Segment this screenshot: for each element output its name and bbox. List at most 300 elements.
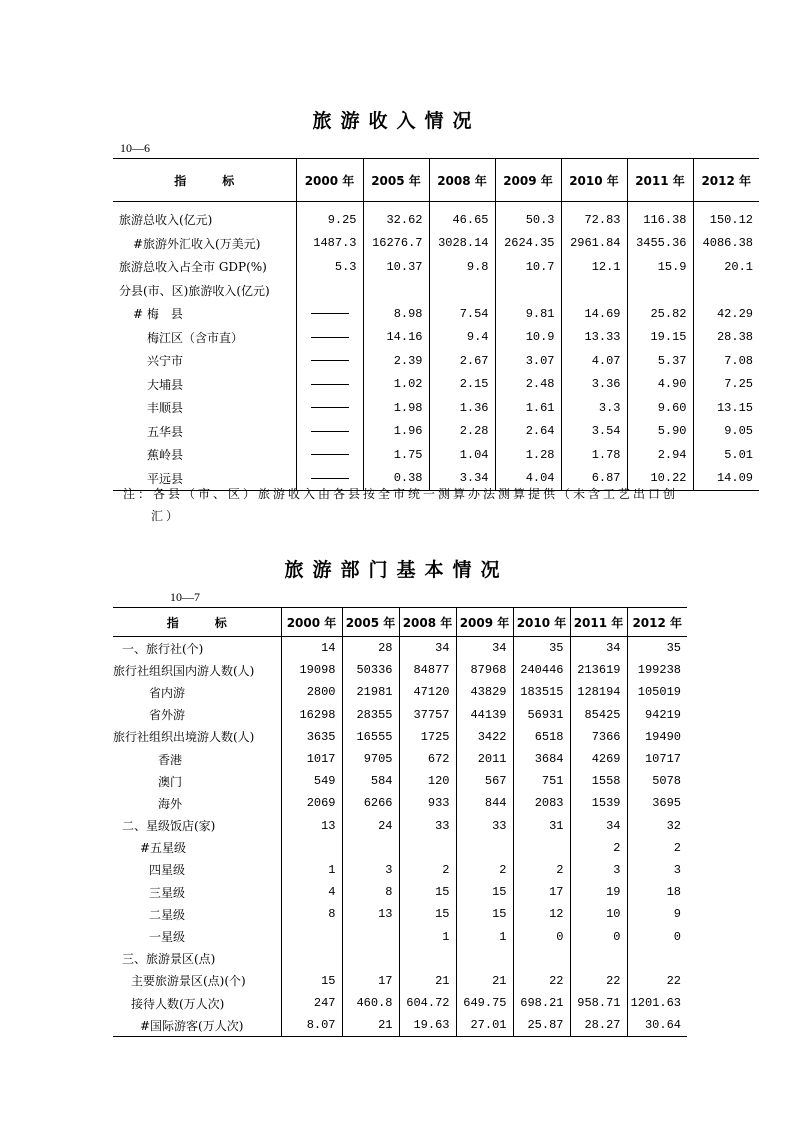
cell-value: 15 bbox=[399, 881, 456, 903]
row-label: 澳门 bbox=[158, 774, 183, 789]
no-data-dash bbox=[296, 326, 363, 350]
cell-value: 16276.7 bbox=[363, 232, 429, 256]
cell-value bbox=[342, 948, 399, 970]
cell-value: 20.1 bbox=[693, 255, 759, 279]
cell-value: 3.54 bbox=[561, 420, 627, 444]
cell-value: 13 bbox=[342, 903, 399, 925]
header-year: 2010 年 bbox=[513, 608, 570, 637]
cell-value: 1.28 bbox=[495, 443, 561, 467]
cell-value: 3 bbox=[570, 859, 627, 881]
cell-value: 4.04 bbox=[495, 467, 561, 491]
cell-value: 2624.35 bbox=[495, 232, 561, 256]
cell-value: 2.48 bbox=[495, 373, 561, 397]
table-row bbox=[113, 970, 687, 992]
cell-value: 8.07 bbox=[281, 1014, 342, 1037]
table1-code: 10—6 bbox=[120, 141, 150, 155]
cell-value: 7.25 bbox=[693, 373, 759, 397]
cell-value: 14.09 bbox=[693, 467, 759, 491]
cell-value: 8 bbox=[281, 903, 342, 925]
table-row bbox=[113, 349, 759, 373]
row-label: 旅游总收入(亿元) bbox=[119, 213, 213, 228]
cell-value bbox=[342, 837, 399, 859]
table-row bbox=[113, 373, 759, 397]
cell-value: 19490 bbox=[627, 726, 687, 748]
cell-value: 105019 bbox=[627, 681, 687, 703]
cell-value: 3 bbox=[342, 859, 399, 881]
row-label: 分县(市、区)旅游收入(亿元) bbox=[119, 283, 270, 298]
cell-value: 25.82 bbox=[627, 302, 693, 326]
cell-value: 33 bbox=[456, 815, 513, 837]
dash-line bbox=[311, 478, 349, 479]
cell-value bbox=[561, 279, 627, 303]
cell-value bbox=[570, 948, 627, 970]
cell-value: 5.01 bbox=[693, 443, 759, 467]
cell-value: 9.8 bbox=[429, 255, 495, 279]
cell-value: 10 bbox=[570, 903, 627, 925]
cell-value bbox=[627, 948, 687, 970]
cell-value: 1487.3 bbox=[296, 232, 363, 256]
no-data-dash bbox=[296, 349, 363, 373]
cell-value: 6518 bbox=[513, 726, 570, 748]
table2-title: 旅游部门基本情况 bbox=[284, 559, 509, 581]
cell-value bbox=[429, 279, 495, 303]
cell-value: 5.90 bbox=[627, 420, 693, 444]
cell-value: 15 bbox=[399, 903, 456, 925]
table-row bbox=[113, 202, 759, 232]
cell-value: 35 bbox=[513, 637, 570, 660]
cell-value: 2961.84 bbox=[561, 232, 627, 256]
cell-value: 35 bbox=[627, 637, 687, 660]
dash-line bbox=[311, 431, 349, 432]
cell-value: 2069 bbox=[281, 792, 342, 814]
row-label: 三、旅游景区(点) bbox=[122, 952, 216, 967]
cell-value: 2800 bbox=[281, 681, 342, 703]
cell-value: 18 bbox=[627, 881, 687, 903]
tourism-department-table bbox=[113, 607, 687, 1037]
cell-value bbox=[342, 925, 399, 947]
no-data-dash bbox=[296, 373, 363, 397]
cell-value: 933 bbox=[399, 792, 456, 814]
table-row bbox=[113, 726, 687, 748]
table-row bbox=[113, 326, 759, 350]
cell-value: 72.83 bbox=[561, 202, 627, 232]
row-label: 一星级 bbox=[149, 930, 186, 945]
cell-value: 2.64 bbox=[495, 420, 561, 444]
row-label: 二、星级饭店(家) bbox=[122, 819, 216, 834]
cell-value: 25.87 bbox=[513, 1014, 570, 1037]
cell-value: 28 bbox=[342, 637, 399, 660]
table-row bbox=[113, 396, 759, 420]
header-year: 2009 年 bbox=[456, 608, 513, 637]
cell-value bbox=[627, 279, 693, 303]
cell-value: 1.02 bbox=[363, 373, 429, 397]
cell-value: 14.16 bbox=[363, 326, 429, 350]
cell-value: 3635 bbox=[281, 726, 342, 748]
cell-value: 199238 bbox=[627, 659, 687, 681]
cell-value: 8.98 bbox=[363, 302, 429, 326]
cell-value: 28.27 bbox=[570, 1014, 627, 1037]
cell-value: 47120 bbox=[399, 681, 456, 703]
table-row bbox=[113, 992, 687, 1014]
cell-value: 3028.14 bbox=[429, 232, 495, 256]
cell-value: 247 bbox=[281, 992, 342, 1014]
table-row bbox=[113, 925, 687, 947]
cell-value: 12 bbox=[513, 903, 570, 925]
cell-value: 30.64 bbox=[627, 1014, 687, 1037]
cell-value: 567 bbox=[456, 770, 513, 792]
cell-value: 183515 bbox=[513, 681, 570, 703]
cell-value: 1 bbox=[281, 859, 342, 881]
cell-value: 672 bbox=[399, 748, 456, 770]
row-label: # 梅 县 bbox=[133, 307, 183, 322]
cell-value: 13 bbox=[281, 815, 342, 837]
cell-value: 22 bbox=[513, 970, 570, 992]
header-year: 2012 年 bbox=[693, 159, 759, 202]
cell-value: 4 bbox=[281, 881, 342, 903]
cell-value: 1 bbox=[456, 925, 513, 947]
cell-value: 128194 bbox=[570, 681, 627, 703]
cell-value: 33 bbox=[399, 815, 456, 837]
cell-value: 3455.36 bbox=[627, 232, 693, 256]
header-year: 2000 年 bbox=[296, 159, 363, 202]
header-year: 2010 年 bbox=[561, 159, 627, 202]
cell-value: 9.4 bbox=[429, 326, 495, 350]
cell-value: 2.39 bbox=[363, 349, 429, 373]
cell-value: 10717 bbox=[627, 748, 687, 770]
cell-value: 56931 bbox=[513, 704, 570, 726]
cell-value: 19 bbox=[570, 881, 627, 903]
cell-value: 8 bbox=[342, 881, 399, 903]
cell-value: 1.75 bbox=[363, 443, 429, 467]
dash-line bbox=[311, 384, 349, 385]
table-row bbox=[113, 659, 687, 681]
cell-value: 21 bbox=[456, 970, 513, 992]
cell-value: 13.33 bbox=[561, 326, 627, 350]
row-label: 旅行社组织出境游人数(人) bbox=[113, 730, 255, 745]
no-data-dash bbox=[296, 443, 363, 467]
cell-value: 5.37 bbox=[627, 349, 693, 373]
cell-value: 21 bbox=[342, 1014, 399, 1037]
table1-note-line1: 注：各县（市、区）旅游收入由各县按全市统一测算办法测算提供（未含工艺出口创 bbox=[123, 487, 679, 501]
row-label: 四星级 bbox=[149, 863, 186, 878]
no-data-dash bbox=[296, 302, 363, 326]
dash-line bbox=[311, 407, 349, 408]
cell-value: 5078 bbox=[627, 770, 687, 792]
cell-value: 85425 bbox=[570, 704, 627, 726]
cell-value: 94219 bbox=[627, 704, 687, 726]
cell-value: 3.07 bbox=[495, 349, 561, 373]
cell-value: 9.81 bbox=[495, 302, 561, 326]
cell-value bbox=[456, 948, 513, 970]
cell-value: 2.67 bbox=[429, 349, 495, 373]
cell-value bbox=[693, 279, 759, 303]
cell-value: 15.9 bbox=[627, 255, 693, 279]
dash-line bbox=[311, 454, 349, 455]
table-row bbox=[113, 420, 759, 444]
cell-value: 43829 bbox=[456, 681, 513, 703]
header-year: 2009 年 bbox=[495, 159, 561, 202]
cell-value: 15 bbox=[456, 881, 513, 903]
cell-value: 21 bbox=[399, 970, 456, 992]
cell-value: 15 bbox=[281, 970, 342, 992]
cell-value: 6.87 bbox=[561, 467, 627, 491]
row-label: #五星级 bbox=[140, 841, 187, 856]
cell-value: 2.28 bbox=[429, 420, 495, 444]
cell-value: 1725 bbox=[399, 726, 456, 748]
cell-value bbox=[281, 925, 342, 947]
row-label: 梅江区（含市直） bbox=[147, 330, 244, 345]
cell-value: 0 bbox=[513, 925, 570, 947]
table-row bbox=[113, 748, 687, 770]
table2-header-row bbox=[113, 608, 687, 637]
row-label: #国际游客(万人次) bbox=[140, 1018, 244, 1033]
cell-value: 844 bbox=[456, 792, 513, 814]
cell-value: 0 bbox=[627, 925, 687, 947]
table1-note-line2: 汇） bbox=[151, 509, 182, 523]
table-row bbox=[113, 881, 687, 903]
header-year: 2005 年 bbox=[342, 608, 399, 637]
cell-value: 50336 bbox=[342, 659, 399, 681]
cell-value: 5.3 bbox=[296, 255, 363, 279]
cell-value: 27.01 bbox=[456, 1014, 513, 1037]
row-label: #旅游外汇收入(万美元) bbox=[133, 236, 261, 251]
cell-value: 9.05 bbox=[693, 420, 759, 444]
table-row bbox=[113, 302, 759, 326]
cell-value: 460.8 bbox=[342, 992, 399, 1014]
table2-code: 10—7 bbox=[170, 590, 200, 604]
cell-value: 34 bbox=[456, 637, 513, 660]
cell-value: 1539 bbox=[570, 792, 627, 814]
table1-title: 旅游收入情况 bbox=[312, 110, 481, 132]
header-year: 2000 年 bbox=[281, 608, 342, 637]
cell-value: 17 bbox=[342, 970, 399, 992]
row-label: 丰顺县 bbox=[147, 401, 184, 416]
cell-value: 2.94 bbox=[627, 443, 693, 467]
cell-value: 7366 bbox=[570, 726, 627, 748]
cell-value: 4086.38 bbox=[693, 232, 759, 256]
cell-value: 50.3 bbox=[495, 202, 561, 232]
row-label: 大埔县 bbox=[147, 377, 184, 392]
table-row bbox=[113, 770, 687, 792]
header-year: 2005 年 bbox=[363, 159, 429, 202]
table-row bbox=[113, 1014, 687, 1037]
cell-value: 19.63 bbox=[399, 1014, 456, 1037]
cell-value: 751 bbox=[513, 770, 570, 792]
row-label: 主要旅游景区(点)(个) bbox=[131, 974, 246, 989]
cell-value: 2011 bbox=[456, 748, 513, 770]
cell-value: 42.29 bbox=[693, 302, 759, 326]
dash-line bbox=[311, 313, 349, 314]
cell-value: 37757 bbox=[399, 704, 456, 726]
cell-value: 19.15 bbox=[627, 326, 693, 350]
cell-value: 1.78 bbox=[561, 443, 627, 467]
table-row bbox=[113, 681, 687, 703]
cell-value: 649.75 bbox=[456, 992, 513, 1014]
cell-value: 22 bbox=[627, 970, 687, 992]
cell-value: 3.3 bbox=[561, 396, 627, 420]
table-row bbox=[113, 704, 687, 726]
cell-value: 3684 bbox=[513, 748, 570, 770]
cell-value: 2 bbox=[570, 837, 627, 859]
table-row bbox=[113, 255, 759, 279]
cell-value: 3422 bbox=[456, 726, 513, 748]
no-data-dash bbox=[296, 396, 363, 420]
cell-value: 21981 bbox=[342, 681, 399, 703]
cell-value: 12.1 bbox=[561, 255, 627, 279]
cell-value: 1558 bbox=[570, 770, 627, 792]
cell-value: 1.36 bbox=[429, 396, 495, 420]
cell-value: 2.15 bbox=[429, 373, 495, 397]
header-year: 2011 年 bbox=[627, 159, 693, 202]
table-row bbox=[113, 837, 687, 859]
cell-value: 10.7 bbox=[495, 255, 561, 279]
cell-value: 31 bbox=[513, 815, 570, 837]
row-label: 三星级 bbox=[149, 885, 186, 900]
table-row bbox=[113, 815, 687, 837]
table-row bbox=[113, 859, 687, 881]
row-label: 接待人数(万人次) bbox=[131, 996, 225, 1011]
row-label: 二星级 bbox=[149, 907, 186, 922]
header-year: 2008 年 bbox=[399, 608, 456, 637]
cell-value bbox=[456, 837, 513, 859]
table-row bbox=[113, 443, 759, 467]
cell-value bbox=[513, 948, 570, 970]
table-row bbox=[113, 279, 759, 303]
cell-value: 34 bbox=[570, 637, 627, 660]
row-label: 旅游总收入占全市 GDP(%) bbox=[119, 260, 267, 275]
cell-value: 15 bbox=[456, 903, 513, 925]
cell-value: 3.36 bbox=[561, 373, 627, 397]
cell-value: 3695 bbox=[627, 792, 687, 814]
row-label: 一、旅行社(个) bbox=[122, 641, 204, 656]
cell-value: 6266 bbox=[342, 792, 399, 814]
cell-value: 1.98 bbox=[363, 396, 429, 420]
table-row bbox=[113, 792, 687, 814]
cell-value: 120 bbox=[399, 770, 456, 792]
cell-value: 10.22 bbox=[627, 467, 693, 491]
cell-value: 84877 bbox=[399, 659, 456, 681]
table1-note bbox=[123, 483, 683, 527]
row-label: 蕉岭县 bbox=[147, 448, 184, 463]
cell-value: 16555 bbox=[342, 726, 399, 748]
cell-value: 34 bbox=[399, 637, 456, 660]
cell-value bbox=[399, 837, 456, 859]
cell-value: 22 bbox=[570, 970, 627, 992]
cell-value: 32.62 bbox=[363, 202, 429, 232]
cell-value: 10.37 bbox=[363, 255, 429, 279]
table-row bbox=[113, 637, 687, 660]
cell-value bbox=[281, 948, 342, 970]
cell-value: 1201.63 bbox=[627, 992, 687, 1014]
row-label: 兴宁市 bbox=[147, 354, 184, 369]
cell-value: 150.12 bbox=[693, 202, 759, 232]
cell-value: 28355 bbox=[342, 704, 399, 726]
row-label: 海外 bbox=[158, 796, 183, 811]
cell-value: 87968 bbox=[456, 659, 513, 681]
cell-value: 4.07 bbox=[561, 349, 627, 373]
cell-value: 2083 bbox=[513, 792, 570, 814]
header-indicator: 指 标 bbox=[113, 159, 296, 202]
header-indicator: 指 标 bbox=[113, 608, 281, 637]
cell-value: 44139 bbox=[456, 704, 513, 726]
cell-value: 1 bbox=[399, 925, 456, 947]
cell-value bbox=[363, 279, 429, 303]
cell-value: 2 bbox=[456, 859, 513, 881]
table-row bbox=[113, 948, 687, 970]
cell-value: 7.54 bbox=[429, 302, 495, 326]
cell-value: 958.71 bbox=[570, 992, 627, 1014]
header-year: 2008 年 bbox=[429, 159, 495, 202]
cell-value: 9 bbox=[627, 903, 687, 925]
row-label: 旅行社组织国内游人数(人) bbox=[113, 663, 255, 678]
cell-value: 698.21 bbox=[513, 992, 570, 1014]
cell-value bbox=[281, 837, 342, 859]
cell-value bbox=[513, 837, 570, 859]
table-row bbox=[113, 232, 759, 256]
cell-value: 0.38 bbox=[363, 467, 429, 491]
cell-value: 116.38 bbox=[627, 202, 693, 232]
cell-value bbox=[296, 279, 363, 303]
cell-value: 4.90 bbox=[627, 373, 693, 397]
cell-value: 32 bbox=[627, 815, 687, 837]
row-label: 省内游 bbox=[149, 685, 186, 700]
cell-value: 604.72 bbox=[399, 992, 456, 1014]
header-year: 2011 年 bbox=[570, 608, 627, 637]
cell-value: 1.61 bbox=[495, 396, 561, 420]
cell-value: 1.96 bbox=[363, 420, 429, 444]
cell-value: 19098 bbox=[281, 659, 342, 681]
cell-value: 2 bbox=[399, 859, 456, 881]
header-year: 2012 年 bbox=[627, 608, 687, 637]
cell-value: 3 bbox=[627, 859, 687, 881]
cell-value: 13.15 bbox=[693, 396, 759, 420]
row-label: 香港 bbox=[158, 752, 183, 767]
cell-value: 240446 bbox=[513, 659, 570, 681]
cell-value: 584 bbox=[342, 770, 399, 792]
dash-line bbox=[311, 337, 349, 338]
cell-value: 0 bbox=[570, 925, 627, 947]
cell-value: 549 bbox=[281, 770, 342, 792]
cell-value: 2 bbox=[513, 859, 570, 881]
cell-value: 14 bbox=[281, 637, 342, 660]
no-data-dash bbox=[296, 420, 363, 444]
cell-value: 213619 bbox=[570, 659, 627, 681]
cell-value bbox=[399, 948, 456, 970]
row-label: 省外游 bbox=[149, 708, 186, 723]
cell-value: 28.38 bbox=[693, 326, 759, 350]
cell-value: 17 bbox=[513, 881, 570, 903]
cell-value: 1017 bbox=[281, 748, 342, 770]
cell-value bbox=[495, 279, 561, 303]
cell-value: 34 bbox=[570, 815, 627, 837]
cell-value: 10.9 bbox=[495, 326, 561, 350]
cell-value: 7.08 bbox=[693, 349, 759, 373]
cell-value: 3.34 bbox=[429, 467, 495, 491]
dash-line bbox=[311, 360, 349, 361]
cell-value: 16298 bbox=[281, 704, 342, 726]
cell-value: 4269 bbox=[570, 748, 627, 770]
cell-value: 2 bbox=[627, 837, 687, 859]
cell-value: 9705 bbox=[342, 748, 399, 770]
row-label: 平远县 bbox=[147, 471, 184, 486]
cell-value: 24 bbox=[342, 815, 399, 837]
cell-value: 1.04 bbox=[429, 443, 495, 467]
cell-value: 14.69 bbox=[561, 302, 627, 326]
tourism-income-table bbox=[113, 158, 759, 491]
cell-value: 9.60 bbox=[627, 396, 693, 420]
cell-value: 46.65 bbox=[429, 202, 495, 232]
row-label: 五华县 bbox=[147, 424, 184, 439]
